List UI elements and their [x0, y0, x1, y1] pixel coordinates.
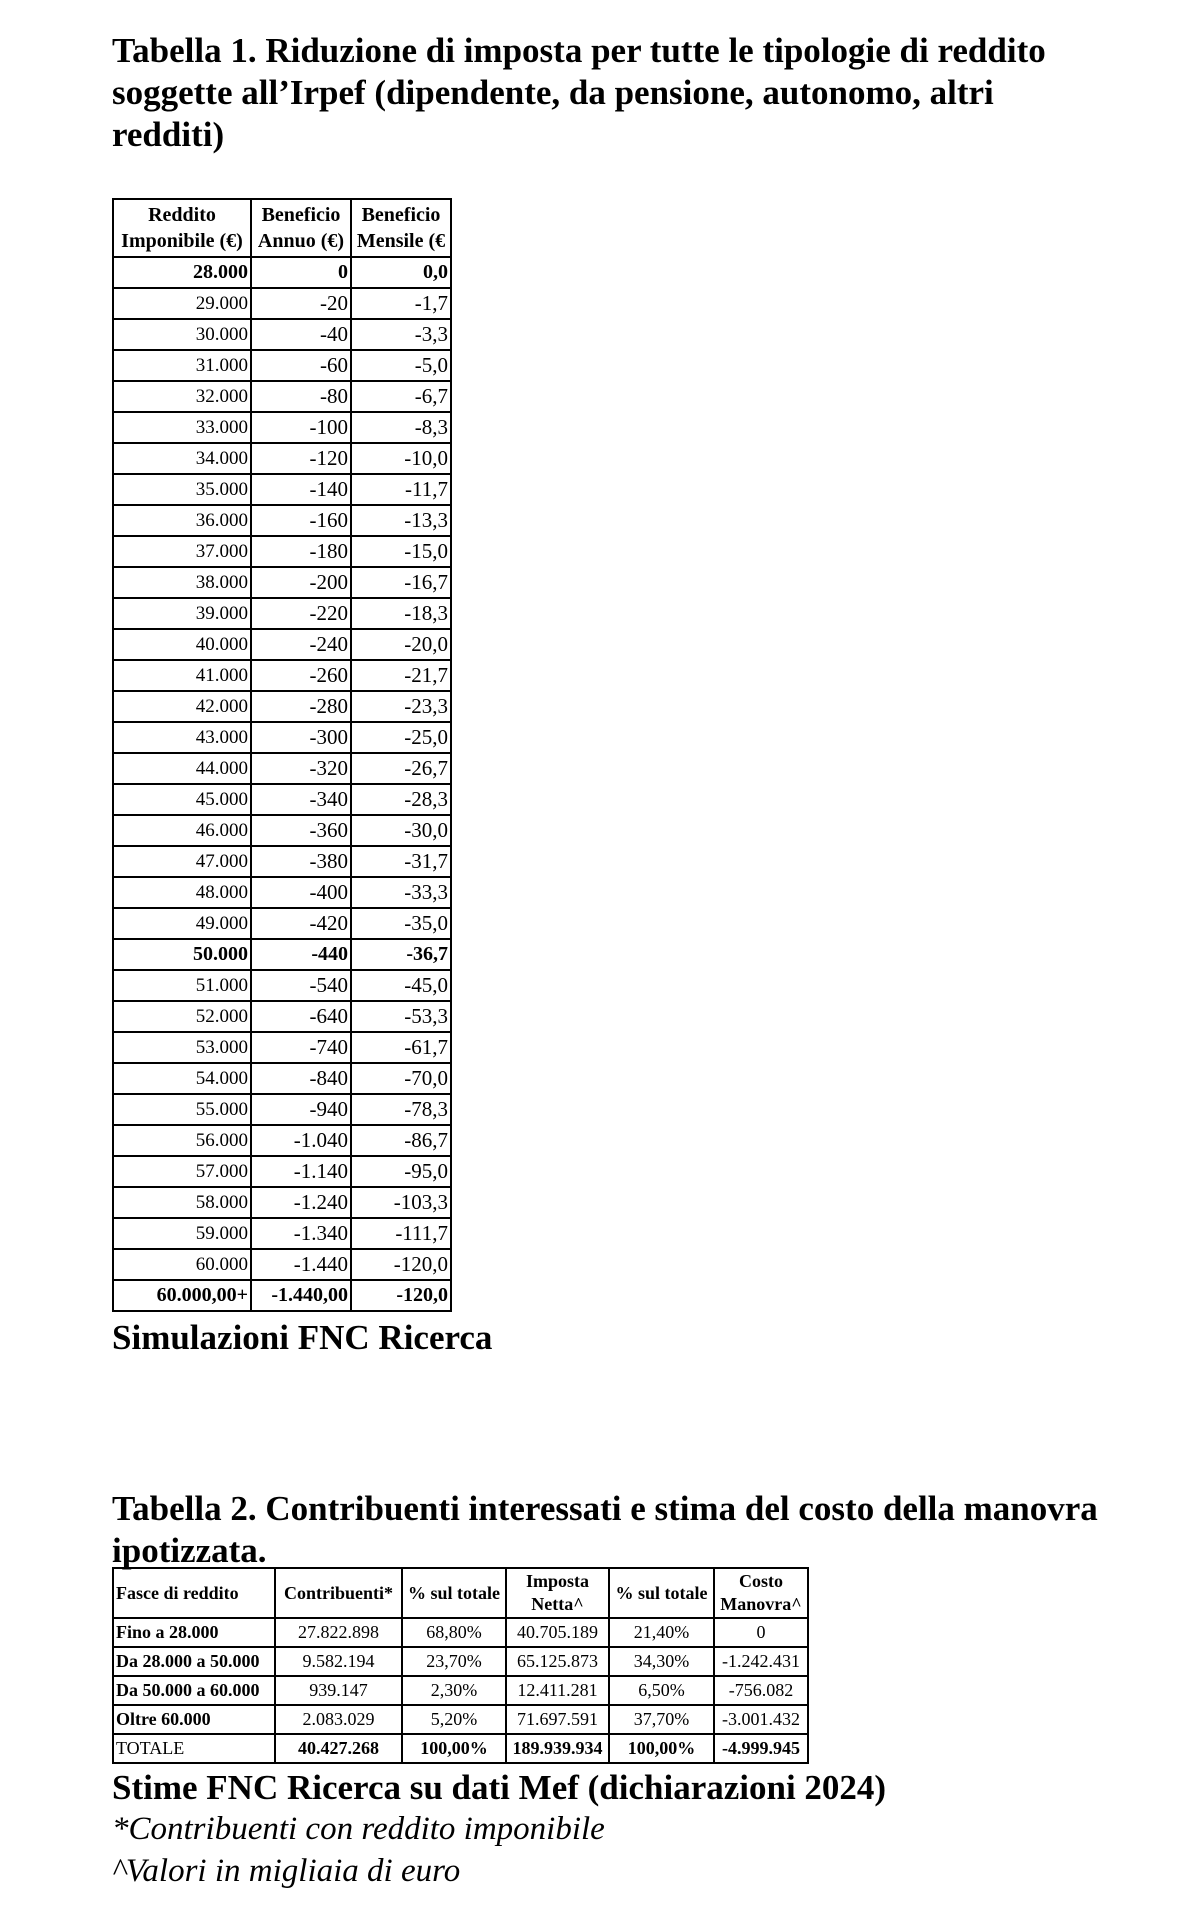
beneficio-annuo-cell: -1.440 — [251, 1249, 351, 1280]
beneficio-annuo-cell: -1.240 — [251, 1187, 351, 1218]
beneficio-annuo-cell: -1.040 — [251, 1125, 351, 1156]
costo-cell: -1.242.431 — [714, 1647, 808, 1676]
table1-row — [113, 877, 451, 908]
beneficio-annuo-cell: -340 — [251, 784, 351, 815]
perc-contribuenti-cell: 68,80% — [402, 1618, 506, 1647]
table1-row — [113, 443, 451, 474]
table1-row — [113, 1063, 451, 1094]
beneficio-annuo-cell: -640 — [251, 1001, 351, 1032]
beneficio-annuo-cell: -740 — [251, 1032, 351, 1063]
beneficio-annuo-cell: -120 — [251, 443, 351, 474]
table1-row — [113, 288, 451, 319]
contribuenti-cell: 27.822.898 — [275, 1618, 402, 1647]
table1-row — [113, 1032, 451, 1063]
reddito-cell: 33.000 — [113, 412, 251, 443]
table2-row — [113, 1618, 808, 1647]
beneficio-annuo-cell: -1.140 — [251, 1156, 351, 1187]
reddito-cell: 55.000 — [113, 1094, 251, 1125]
beneficio-mensile-cell: -21,7 — [351, 660, 451, 691]
table1-row — [113, 319, 451, 350]
costo-cell: -3.001.432 — [714, 1705, 808, 1734]
reddito-cell: 32.000 — [113, 381, 251, 412]
reddito-cell: 35.000 — [113, 474, 251, 505]
beneficio-mensile-cell: -13,3 — [351, 505, 451, 536]
table1-row — [113, 598, 451, 629]
reddito-cell: 54.000 — [113, 1063, 251, 1094]
table1-row — [113, 784, 451, 815]
beneficio-mensile-cell: -11,7 — [351, 474, 451, 505]
beneficio-mensile-cell: -70,0 — [351, 1063, 451, 1094]
table1-header-row — [113, 199, 451, 257]
note-valori: ^Valori in migliaia di euro — [112, 1853, 461, 1889]
beneficio-mensile-cell: -78,3 — [351, 1094, 451, 1125]
perc-imposta-cell: 37,70% — [609, 1705, 714, 1734]
beneficio-mensile-cell: -120,0 — [351, 1280, 451, 1311]
table1-body — [113, 257, 451, 1311]
beneficio-mensile-cell: -8,3 — [351, 412, 451, 443]
reddito-cell: 47.000 — [113, 846, 251, 877]
total-fascia-cell: TOTALE — [113, 1734, 275, 1763]
imposta-cell: 12.411.281 — [506, 1676, 609, 1705]
beneficio-annuo-cell: -840 — [251, 1063, 351, 1094]
beneficio-mensile-cell: -33,3 — [351, 877, 451, 908]
fascia-cell: Da 50.000 a 60.000 — [113, 1676, 275, 1705]
beneficio-annuo-cell: -40 — [251, 319, 351, 350]
table1-header-reddito: Reddito Imponibile (€) — [113, 199, 251, 257]
table1-row — [113, 970, 451, 1001]
beneficio-annuo-cell: -320 — [251, 753, 351, 784]
total-costo-cell: -4.999.945 — [714, 1734, 808, 1763]
reddito-cell: 49.000 — [113, 908, 251, 939]
table2-header-row — [113, 1568, 808, 1618]
table1-row — [113, 1280, 451, 1311]
beneficio-annuo-cell: -540 — [251, 970, 351, 1001]
beneficio-mensile-cell: -95,0 — [351, 1156, 451, 1187]
table2-title: Tabella 2. Contribuenti interessati e stima del costo della manovra ipotizzata. — [112, 1489, 1098, 1570]
table1-row — [113, 1249, 451, 1280]
reddito-cell: 45.000 — [113, 784, 251, 815]
table1-header-mensile: Beneficio Mensile (€ — [351, 199, 451, 257]
reddito-cell: 60.000,00+ — [113, 1280, 251, 1311]
reddito-cell: 58.000 — [113, 1187, 251, 1218]
beneficio-mensile-cell: -36,7 — [351, 939, 451, 970]
table1-source: Simulazioni FNC Ricerca — [112, 1318, 493, 1357]
beneficio-annuo-cell: -440 — [251, 939, 351, 970]
beneficio-annuo-cell: -280 — [251, 691, 351, 722]
beneficio-annuo-cell: -360 — [251, 815, 351, 846]
contribuenti-cell: 2.083.029 — [275, 1705, 402, 1734]
table2-header-perc-contribuenti: % sul totale — [402, 1568, 506, 1618]
perc-contribuenti-cell: 5,20% — [402, 1705, 506, 1734]
beneficio-annuo-cell: -140 — [251, 474, 351, 505]
reddito-cell: 52.000 — [113, 1001, 251, 1032]
beneficio-mensile-cell: -10,0 — [351, 443, 451, 474]
beneficio-annuo-cell: -420 — [251, 908, 351, 939]
reddito-cell: 53.000 — [113, 1032, 251, 1063]
table1-row — [113, 1125, 451, 1156]
reddito-cell: 34.000 — [113, 443, 251, 474]
table1-row — [113, 1094, 451, 1125]
beneficio-mensile-cell: -5,0 — [351, 350, 451, 381]
table1-row — [113, 1187, 451, 1218]
imposta-cell: 71.697.591 — [506, 1705, 609, 1734]
perc-contribuenti-cell: 23,70% — [402, 1647, 506, 1676]
beneficio-mensile-cell: -1,7 — [351, 288, 451, 319]
beneficio-mensile-cell: -111,7 — [351, 1218, 451, 1249]
beneficio-annuo-cell: -20 — [251, 288, 351, 319]
costo-cell: 0 — [714, 1618, 808, 1647]
reddito-cell: 56.000 — [113, 1125, 251, 1156]
table1-row — [113, 629, 451, 660]
imposta-cell: 40.705.189 — [506, 1618, 609, 1647]
table2-header-contribuenti: Contribuenti* — [275, 1568, 402, 1618]
table1-row — [113, 846, 451, 877]
table1-title: Tabella 1. Riduzione di imposta per tutte le tipologie di reddito soggette all’Irpef (dipendente, da pensione, autonomo, altri redditi) — [112, 31, 1046, 154]
reddito-cell: 59.000 — [113, 1218, 251, 1249]
beneficio-annuo-cell: 0 — [251, 257, 351, 288]
table1 — [112, 198, 452, 1312]
table1-row — [113, 908, 451, 939]
table1-row — [113, 1156, 451, 1187]
fascia-cell: Da 28.000 a 50.000 — [113, 1647, 275, 1676]
table1-row — [113, 722, 451, 753]
reddito-cell: 43.000 — [113, 722, 251, 753]
note-contribuenti: *Contribuenti con reddito imponibile — [112, 1811, 605, 1847]
table2-header-costo: Costo Manovra^ — [714, 1568, 808, 1618]
table2 — [112, 1567, 809, 1764]
beneficio-mensile-cell: -28,3 — [351, 784, 451, 815]
reddito-cell: 57.000 — [113, 1156, 251, 1187]
table1-row — [113, 257, 451, 288]
table1-row — [113, 474, 451, 505]
reddito-cell: 30.000 — [113, 319, 251, 350]
beneficio-annuo-cell: -1.340 — [251, 1218, 351, 1249]
table1-row — [113, 412, 451, 443]
reddito-cell: 38.000 — [113, 567, 251, 598]
table1-row — [113, 381, 451, 412]
fascia-cell: Fino a 28.000 — [113, 1618, 275, 1647]
beneficio-mensile-cell: -18,3 — [351, 598, 451, 629]
reddito-cell: 39.000 — [113, 598, 251, 629]
reddito-cell: 44.000 — [113, 753, 251, 784]
perc-imposta-cell: 6,50% — [609, 1676, 714, 1705]
table1-row — [113, 1001, 451, 1032]
beneficio-annuo-cell: -100 — [251, 412, 351, 443]
contribuenti-cell: 939.147 — [275, 1676, 402, 1705]
beneficio-mensile-cell: -53,3 — [351, 1001, 451, 1032]
table1-header-annuo: Beneficio Annuo (€) — [251, 199, 351, 257]
reddito-cell: 28.000 — [113, 257, 251, 288]
reddito-cell: 42.000 — [113, 691, 251, 722]
total-contribuenti-cell: 40.427.268 — [275, 1734, 402, 1763]
table2-header-perc-imposta: % sul totale — [609, 1568, 714, 1618]
beneficio-annuo-cell: -300 — [251, 722, 351, 753]
perc-imposta-cell: 21,40% — [609, 1618, 714, 1647]
table2-header-fasce: Fasce di reddito — [113, 1568, 275, 1618]
imposta-cell: 65.125.873 — [506, 1647, 609, 1676]
beneficio-mensile-cell: -16,7 — [351, 567, 451, 598]
contribuenti-cell: 9.582.194 — [275, 1647, 402, 1676]
table2-header-imposta: Imposta Netta^ — [506, 1568, 609, 1618]
table1-row — [113, 567, 451, 598]
beneficio-annuo-cell: -160 — [251, 505, 351, 536]
beneficio-mensile-cell: -15,0 — [351, 536, 451, 567]
beneficio-mensile-cell: -35,0 — [351, 908, 451, 939]
beneficio-annuo-cell: -1.440,00 — [251, 1280, 351, 1311]
reddito-cell: 46.000 — [113, 815, 251, 846]
beneficio-annuo-cell: -940 — [251, 1094, 351, 1125]
reddito-cell: 48.000 — [113, 877, 251, 908]
perc-contribuenti-cell: 2,30% — [402, 1676, 506, 1705]
beneficio-mensile-cell: -30,0 — [351, 815, 451, 846]
beneficio-annuo-cell: -80 — [251, 381, 351, 412]
beneficio-annuo-cell: -220 — [251, 598, 351, 629]
beneficio-annuo-cell: -380 — [251, 846, 351, 877]
table1-row — [113, 350, 451, 381]
table1-row — [113, 815, 451, 846]
table2-source: Stime FNC Ricerca su dati Mef (dichiarazioni 2024) — [112, 1768, 887, 1807]
beneficio-mensile-cell: -3,3 — [351, 319, 451, 350]
table1-row — [113, 1218, 451, 1249]
reddito-cell: 40.000 — [113, 629, 251, 660]
reddito-cell: 37.000 — [113, 536, 251, 567]
beneficio-mensile-cell: -31,7 — [351, 846, 451, 877]
reddito-cell: 60.000 — [113, 1249, 251, 1280]
table2-body — [113, 1618, 808, 1763]
beneficio-mensile-cell: -103,3 — [351, 1187, 451, 1218]
beneficio-mensile-cell: -23,3 — [351, 691, 451, 722]
table1-row — [113, 536, 451, 567]
total-perc-imposta-cell: 100,00% — [609, 1734, 714, 1763]
reddito-cell: 51.000 — [113, 970, 251, 1001]
reddito-cell: 41.000 — [113, 660, 251, 691]
beneficio-mensile-cell: -26,7 — [351, 753, 451, 784]
table1-row — [113, 939, 451, 970]
table1-row — [113, 753, 451, 784]
table1-row — [113, 505, 451, 536]
table2-total-row — [113, 1734, 808, 1763]
table2-row — [113, 1705, 808, 1734]
table1-row — [113, 691, 451, 722]
beneficio-mensile-cell: -120,0 — [351, 1249, 451, 1280]
beneficio-annuo-cell: -180 — [251, 536, 351, 567]
table2-row — [113, 1647, 808, 1676]
fascia-cell: Oltre 60.000 — [113, 1705, 275, 1734]
beneficio-mensile-cell: -45,0 — [351, 970, 451, 1001]
table1-row — [113, 660, 451, 691]
beneficio-mensile-cell: 0,0 — [351, 257, 451, 288]
beneficio-annuo-cell: -240 — [251, 629, 351, 660]
costo-cell: -756.082 — [714, 1676, 808, 1705]
beneficio-mensile-cell: -86,7 — [351, 1125, 451, 1156]
perc-imposta-cell: 34,30% — [609, 1647, 714, 1676]
beneficio-annuo-cell: -60 — [251, 350, 351, 381]
beneficio-annuo-cell: -400 — [251, 877, 351, 908]
reddito-cell: 36.000 — [113, 505, 251, 536]
beneficio-mensile-cell: -25,0 — [351, 722, 451, 753]
total-perc-contribuenti-cell: 100,00% — [402, 1734, 506, 1763]
table2-row — [113, 1676, 808, 1705]
total-imposta-cell: 189.939.934 — [506, 1734, 609, 1763]
beneficio-annuo-cell: -200 — [251, 567, 351, 598]
reddito-cell: 29.000 — [113, 288, 251, 319]
beneficio-mensile-cell: -20,0 — [351, 629, 451, 660]
beneficio-annuo-cell: -260 — [251, 660, 351, 691]
beneficio-mensile-cell: -6,7 — [351, 381, 451, 412]
reddito-cell: 50.000 — [113, 939, 251, 970]
reddito-cell: 31.000 — [113, 350, 251, 381]
beneficio-mensile-cell: -61,7 — [351, 1032, 451, 1063]
